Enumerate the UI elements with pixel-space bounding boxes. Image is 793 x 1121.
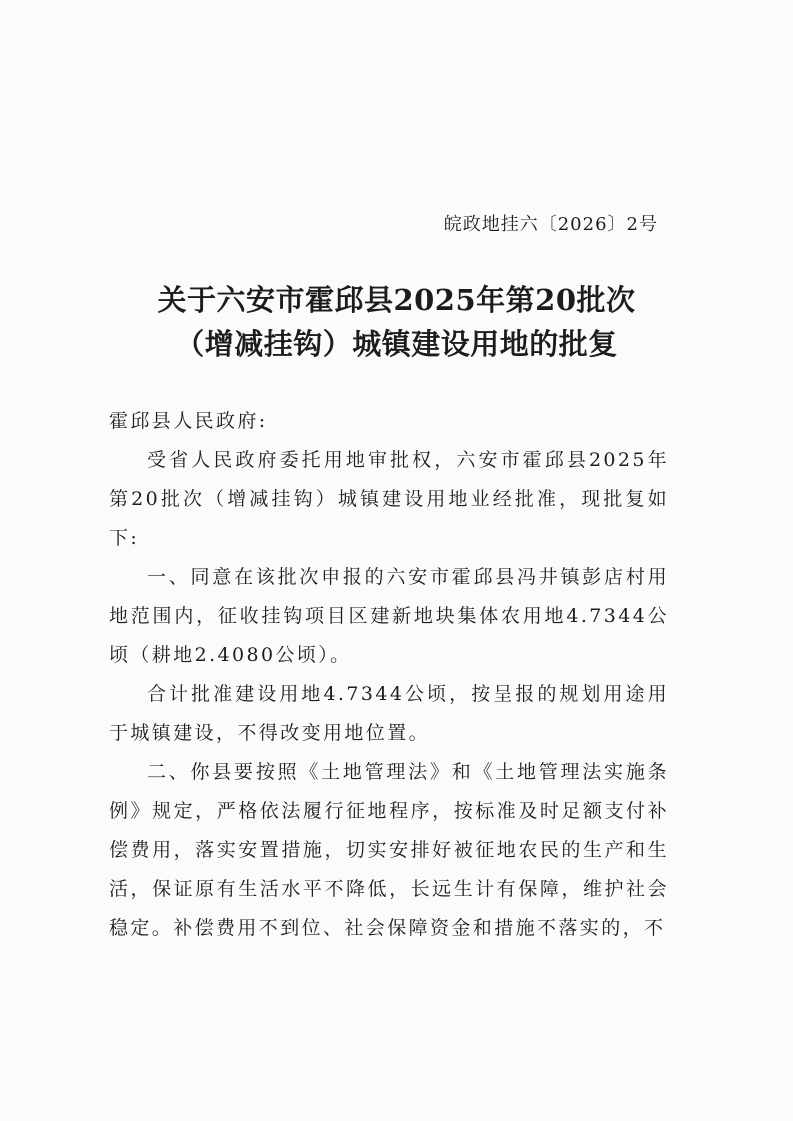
paragraph-item-two: 二、你县要按照《土地管理法》和《土地管理法实施条例》规定，严格依法履行征地程序，按标准及时足额支付补偿费用，落实安置措施，切实安排好被征地农民的生产和生活，保证原有生活水平不降低，长远生计有保障，维护社会稳定。补偿费用不到位、社会保障资金和措施不落实的，不 <box>109 761 669 939</box>
paragraph-total: 合计批准建设用地4.7344公顷，按呈报的规划用途用于城镇建设，不得改变用地位置。 <box>109 683 669 744</box>
salutation: 霍邱县人民政府: <box>109 410 268 432</box>
paragraph-item-one: 一、同意在该批次申报的六安市霍邱县冯井镇彭店村用地范围内，征收挂钩项目区建新地块集体农用地4.7344公顷（耕地2.4080公顷）。 <box>109 566 669 666</box>
document-body <box>109 402 669 948</box>
document-number: 皖政地挂六〔2026〕2号 <box>443 214 658 235</box>
document-title <box>0 278 793 366</box>
paragraph-authorization: 受省人民政府委托用地审批权，六安市霍邱县2025年第20批次（增减挂钩）城镇建设用地业经批准，现批复如下: <box>109 449 669 549</box>
title-line-2: （增减挂钩）城镇建设用地的批复 <box>175 327 618 361</box>
title-line-1: 关于六安市霍邱县2025年第20批次 <box>157 283 636 317</box>
